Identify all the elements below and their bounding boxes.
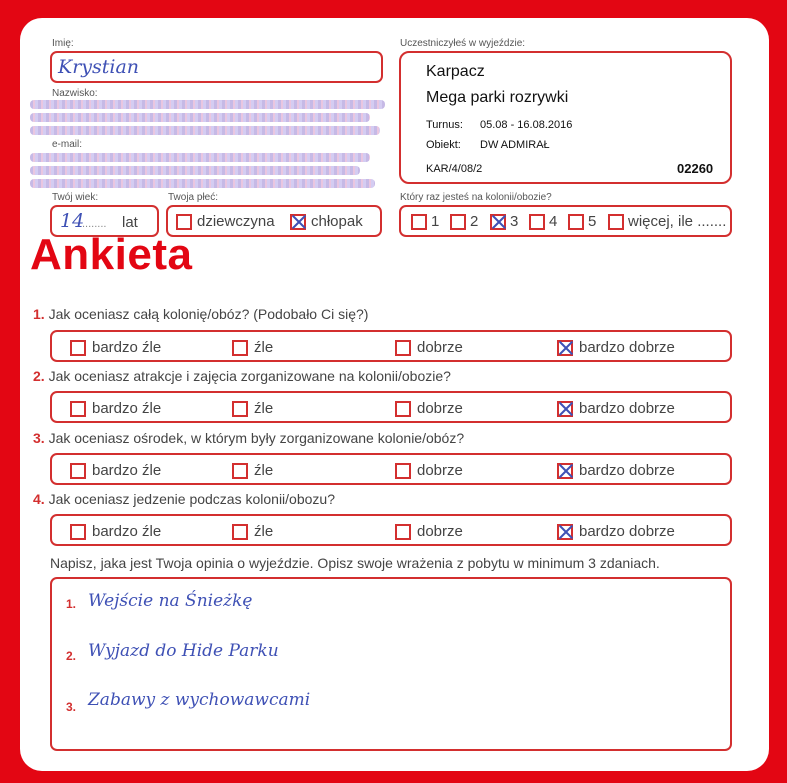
option-zle[interactable]: źle xyxy=(232,523,273,540)
stamp-city: Karpacz xyxy=(426,63,485,80)
checkbox[interactable] xyxy=(232,340,248,356)
option-bardzo-zle[interactable]: bardzo źle xyxy=(70,400,161,417)
kolonia-option-3[interactable]: 3 xyxy=(490,213,518,230)
option-bardzo-dobrze[interactable]: bardzo dobrze xyxy=(557,400,675,417)
option-zle[interactable]: źle xyxy=(232,339,273,356)
answer-text-1: Wejście na Śnieżkę xyxy=(88,591,253,611)
question-1: 1. Jak oceniasz całą kolonię/obóz? (Podobało Ci się?) xyxy=(33,306,369,322)
answer-text-2: Wyjazd do Hide Parku xyxy=(88,641,279,661)
answer-num-3: 3. xyxy=(66,700,77,714)
wiek-value: 14 xyxy=(60,210,85,232)
option-dobrze[interactable]: dobrze xyxy=(395,400,463,417)
stamp-obiekt-label: Obiekt: xyxy=(426,139,461,151)
checkbox[interactable] xyxy=(395,524,411,540)
checkbox[interactable] xyxy=(395,401,411,417)
kolonia-option-4[interactable]: 4 xyxy=(529,213,557,230)
plec-option-chlopak[interactable]: chłopak xyxy=(290,213,363,230)
checkbox[interactable] xyxy=(395,463,411,479)
plec-field xyxy=(166,205,382,237)
stamp-label: Uczestniczyłeś w wyjeździe: xyxy=(400,38,526,49)
option-zle[interactable]: źle xyxy=(232,400,273,417)
option-dobrze[interactable]: dobrze xyxy=(395,523,463,540)
checkbox[interactable] xyxy=(232,463,248,479)
stamp-code: KAR/4/08/2 xyxy=(426,163,483,175)
opinion-box[interactable] xyxy=(50,577,732,751)
option-bardzo-dobrze[interactable]: bardzo dobrze xyxy=(557,462,675,479)
answer-num-2: 2. xyxy=(66,649,77,663)
stamp-turnus-label: Turnus: xyxy=(426,119,463,131)
answer-row-1 xyxy=(50,330,732,362)
option-bardzo-dobrze[interactable]: bardzo dobrze xyxy=(557,339,675,356)
redacted-email xyxy=(30,153,370,162)
answer-row-2 xyxy=(50,391,732,423)
answer-num-1: 1. xyxy=(66,597,77,611)
option-bardzo-zle[interactable]: bardzo źle xyxy=(70,523,161,540)
checkbox[interactable] xyxy=(176,214,192,230)
opinion-prompt: Napisz, jaka jest Twoja opinia o wyjeździe. Opisz swoje wrażenia z pobytu w minimum 3 zdaniach. xyxy=(50,555,660,571)
plec-option-dziewczyna[interactable]: dziewczyna xyxy=(176,213,275,230)
redacted-email-3 xyxy=(30,179,375,188)
checkbox[interactable] xyxy=(70,524,86,540)
redacted-nazwisko-2 xyxy=(30,113,370,122)
imie-value: Krystian xyxy=(58,56,140,78)
checkbox[interactable] xyxy=(568,214,584,230)
wiek-unit: lat xyxy=(122,214,138,231)
checkbox[interactable] xyxy=(70,340,86,356)
checkbox-checked[interactable] xyxy=(557,401,573,417)
redacted-nazwisko-3 xyxy=(30,126,380,135)
option-bardzo-dobrze[interactable]: bardzo dobrze xyxy=(557,523,675,540)
wiek-label: Twój wiek: xyxy=(52,192,99,203)
checkbox[interactable] xyxy=(395,340,411,356)
stamp-park: Mega parki rozrywki xyxy=(426,89,569,106)
email-label: e-mail: xyxy=(52,139,83,150)
answer-text-3: Zabawy z wychowawcami xyxy=(88,690,311,710)
kolonia-option-wiecej[interactable]: więcej, ile ....... xyxy=(608,213,726,230)
option-dobrze[interactable]: dobrze xyxy=(395,462,463,479)
option-dobrze[interactable]: dobrze xyxy=(395,339,463,356)
checkbox[interactable] xyxy=(529,214,545,230)
kolonia-option-5[interactable]: 5 xyxy=(568,213,596,230)
checkbox-checked[interactable] xyxy=(290,214,306,230)
option-zle[interactable]: źle xyxy=(232,462,273,479)
kolonia-option-1[interactable]: 1 xyxy=(411,213,439,230)
redacted-nazwisko xyxy=(30,100,385,109)
kolonia-label: Który raz jesteś na kolonii/obozie? xyxy=(400,192,552,203)
checkbox-checked[interactable] xyxy=(557,463,573,479)
checkbox[interactable] xyxy=(70,401,86,417)
plec-label: Twoja płeć: xyxy=(168,192,219,203)
question-2: 2. Jak oceniasz atrakcje i zajęcia zorganizowane na kolonii/obozie? xyxy=(33,368,451,384)
kolonia-field xyxy=(399,205,732,237)
answer-row-4 xyxy=(50,514,732,546)
page-title: Ankieta xyxy=(30,230,193,279)
imie-field[interactable] xyxy=(50,51,383,83)
checkbox-checked[interactable] xyxy=(557,524,573,540)
checkbox[interactable] xyxy=(232,524,248,540)
stamp-turnus-value: 05.08 - 16.08.2016 xyxy=(480,119,573,131)
nazwisko-label: Nazwisko: xyxy=(52,88,98,99)
checkbox[interactable] xyxy=(70,463,86,479)
redacted-email-2 xyxy=(30,166,360,175)
checkbox[interactable] xyxy=(232,401,248,417)
option-bardzo-zle[interactable]: bardzo źle xyxy=(70,462,161,479)
checkbox-checked[interactable] xyxy=(557,340,573,356)
option-bardzo-zle[interactable]: bardzo źle xyxy=(70,339,161,356)
checkbox[interactable] xyxy=(411,214,427,230)
answer-row-3 xyxy=(50,453,732,485)
question-4: 4. Jak oceniasz jedzenie podczas kolonii/obozu? xyxy=(33,491,335,507)
stamp-box xyxy=(399,51,732,184)
question-3: 3. Jak oceniasz ośrodek, w którym były zorganizowane kolonie/obóz? xyxy=(33,430,465,446)
wiek-dots: ........ xyxy=(82,218,107,230)
stamp-obiekt-value: DW ADMIRAŁ xyxy=(480,139,550,151)
stamp-number: 02260 xyxy=(677,161,714,176)
checkbox[interactable] xyxy=(450,214,466,230)
checkbox[interactable] xyxy=(608,214,624,230)
kolonia-option-2[interactable]: 2 xyxy=(450,213,478,230)
checkbox-checked[interactable] xyxy=(490,214,506,230)
imie-label: Imię: xyxy=(52,38,74,49)
